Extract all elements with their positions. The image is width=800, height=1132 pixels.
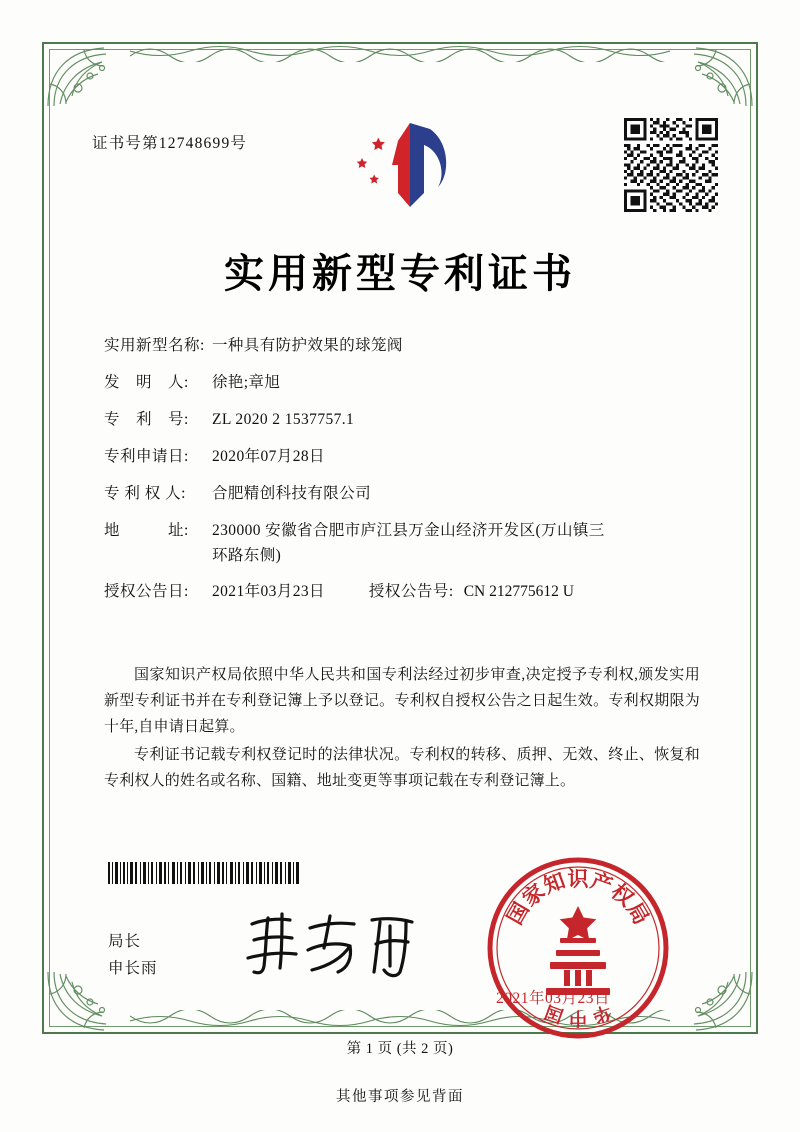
cnipa-star-logo-icon — [352, 115, 462, 215]
field-grant-publication — [104, 584, 704, 600]
svg-text:权: 权 — [606, 879, 639, 912]
svg-text:国: 国 — [502, 898, 534, 929]
field-value-application-date: 2020年07月28日 — [212, 448, 325, 465]
certificate-fields — [104, 338, 704, 621]
page-number: 第 1 页 (共 2 页) — [346, 1041, 454, 1057]
footer-note: 其他事项参见背面 — [336, 1089, 464, 1105]
national-ip-administration-seal-icon — [480, 850, 676, 1046]
commissioner-title-label: 局长 — [108, 933, 142, 950]
qr-code-icon — [624, 118, 718, 212]
field-label-utility-model-name: 实用新型名称: — [104, 337, 205, 354]
svg-text:华: 华 — [589, 1000, 614, 1027]
field-utility-model-name — [104, 338, 704, 354]
field-label-application-date: 专利申请日: — [104, 448, 189, 465]
svg-text:中: 中 — [569, 1007, 587, 1028]
border-ornament-top-icon — [130, 40, 670, 62]
field-value-patentee: 合肥精创科技有限公司 — [212, 485, 372, 502]
field-address — [104, 523, 704, 539]
svg-text:局: 局 — [622, 898, 654, 929]
legal-paragraph-2: 专利证书记载专利权登记时的法律状况。专利权的转移、质押、无效、终止、恢复和专利权人的姓名或名称、国籍、地址变更等事项记载在专利登记簿上。 — [104, 747, 700, 789]
border-corner-top-right-icon — [670, 44, 756, 110]
field-label-grant-number: 授权公告号: — [368, 582, 454, 600]
svg-text:国: 国 — [542, 1000, 567, 1027]
field-value-grant-date: 2021年03月23日 — [212, 582, 325, 600]
border-corner-bottom-right-icon — [670, 968, 756, 1034]
field-label-address: 地 址: — [104, 522, 189, 539]
svg-text:识: 识 — [567, 867, 589, 891]
border-corner-top-left-icon — [44, 44, 130, 110]
field-label-patent-number: 专 利 号: — [104, 411, 189, 428]
field-value-patent-number: ZL 2020 2 1537757.1 — [212, 411, 355, 428]
field-inventor — [104, 375, 704, 391]
field-value-address: 230000 安徽省合肥市庐江县万金山经济开发区(万山镇三 — [212, 522, 605, 539]
field-label-grant-date: 授权公告日: — [104, 582, 189, 600]
field-value-utility-model-name: 一种具有防护效果的球笼阀 — [212, 337, 403, 354]
field-label-inventor: 发 明 人: — [104, 374, 189, 391]
field-value-inventor: 徐艳;章旭 — [212, 374, 281, 391]
page-title: 实用新型专利证书 — [224, 251, 576, 297]
field-value-grant-number: CN 212775612 U — [463, 582, 574, 600]
seal-date: 2021年03月23日 — [496, 990, 611, 1007]
field-patentee — [104, 486, 704, 502]
field-patent-number — [104, 412, 704, 428]
legal-body-text — [104, 662, 700, 796]
svg-text:产: 产 — [587, 868, 616, 899]
handwritten-signature-icon — [238, 906, 428, 982]
commissioner-name-label: 申长雨 — [108, 960, 158, 977]
svg-text:知: 知 — [540, 868, 569, 899]
certificate-number: 证书号第12748699号 — [92, 135, 248, 152]
legal-paragraph-1: 国家知识产权局依照中华人民共和国专利法经过初步审查,决定授予专利权,颁发实用新型专利证书并在专利登记簿上予以登记。专利权自授权公告之日起生效。专利权期限为十年,自申请日起算。 — [104, 667, 700, 735]
field-label-patentee: 专 利 权 人: — [104, 485, 186, 502]
field-application-date — [104, 449, 704, 465]
svg-text:家: 家 — [517, 879, 550, 912]
field-value-address-line2: 环路东侧) — [212, 547, 282, 564]
barcode-icon — [108, 862, 300, 884]
signature-labels — [108, 928, 158, 982]
